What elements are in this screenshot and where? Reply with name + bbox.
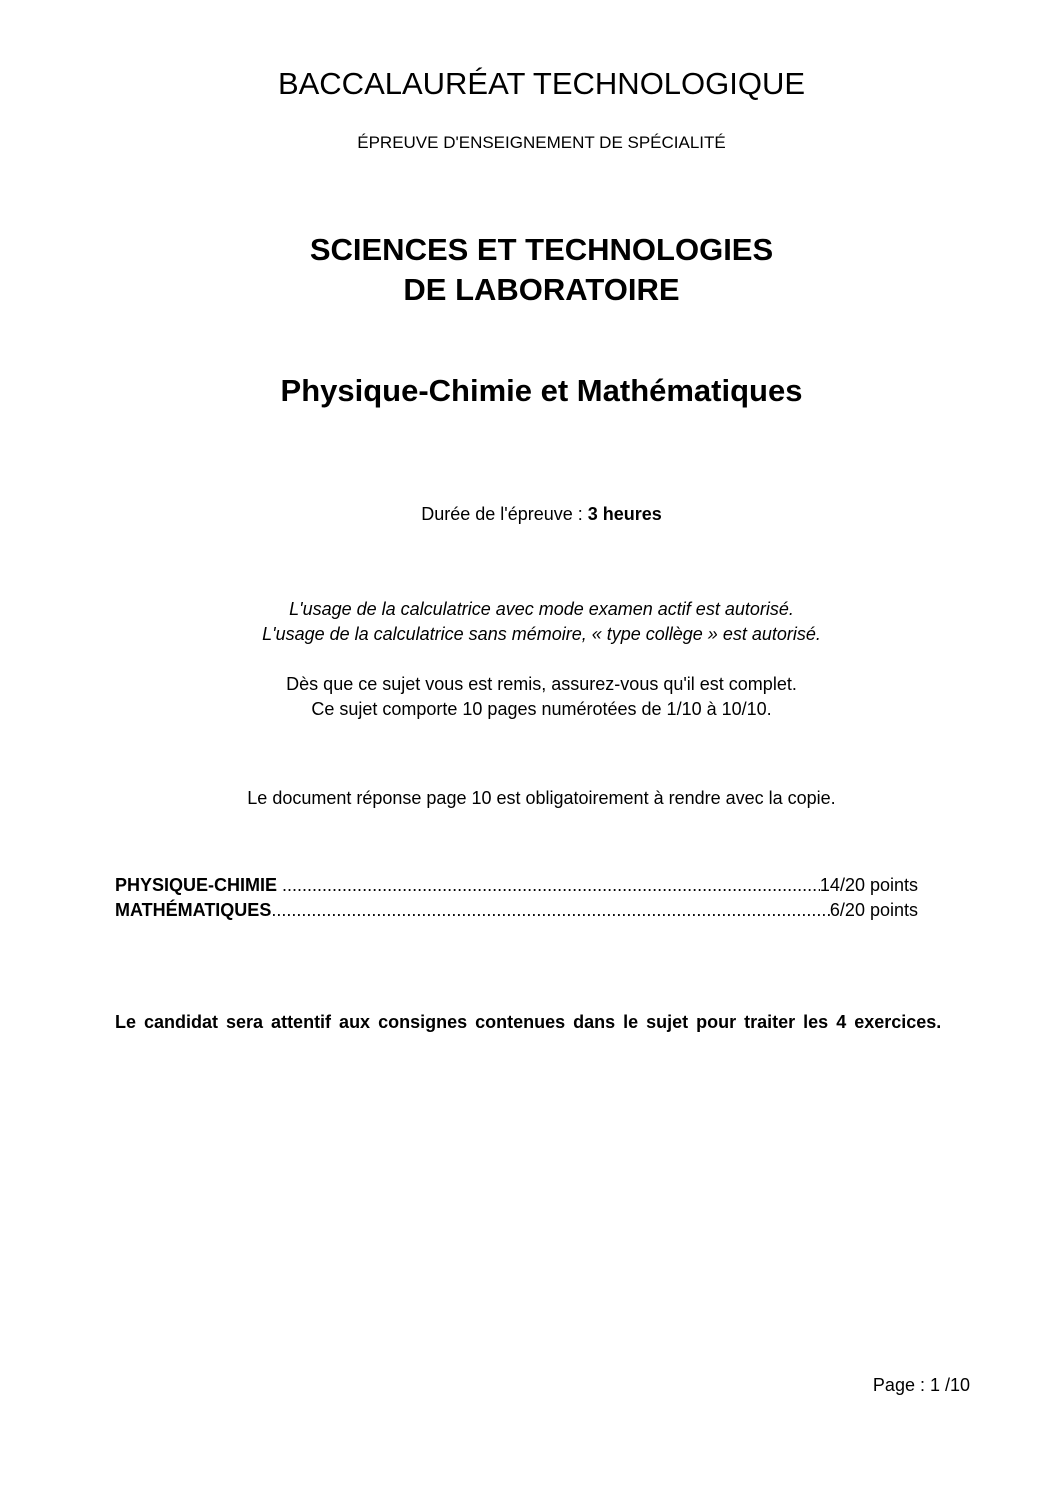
check-line: Dès que ce sujet vous est remis, assurez-vous qu'il est complet. — [286, 674, 797, 694]
points-subject: MATHÉMATIQUES — [115, 900, 272, 920]
points-row — [115, 873, 918, 898]
calculator-rule: L'usage de la calculatrice sans mémoire, « type collège » est autorisé. — [262, 624, 821, 644]
points-row — [115, 898, 918, 923]
series-title — [0, 230, 1058, 310]
calculator-rule: L'usage de la calculatrice avec mode examen actif est autorisé. — [289, 599, 794, 619]
duration-label: Durée de l'épreuve : — [421, 504, 588, 524]
points-subject: PHYSIQUE-CHIMIE — [115, 875, 278, 895]
check-line: Ce sujet comporte 10 pages numérotées de 1/10 à 10/10. — [311, 699, 772, 719]
points-table — [115, 873, 918, 923]
exam-title: BACCALAURÉAT TECHNOLOGIQUE — [277, 66, 806, 101]
duration — [0, 502, 1058, 527]
series-line-1: SCIENCES ET TECHNOLOGIES — [309, 232, 774, 267]
series-line-2: DE LABORATOIRE — [403, 272, 680, 307]
duration-value: 3 heures — [587, 504, 662, 524]
points-value: 6/20 points — [829, 900, 918, 920]
calculator-rules — [0, 597, 1058, 647]
subject-title: Physique-Chimie et Mathématiques — [280, 373, 803, 408]
candidate-instruction: Le candidat sera attentif aux consignes contenues dans le sujet pour traiter les 4 exercices. — [115, 1012, 942, 1032]
page-number: Page : 1 /10 — [872, 1375, 970, 1395]
exam-subtitle: ÉPREUVE D'ENSEIGNEMENT DE SPÉCIALITÉ — [357, 133, 726, 152]
points-value: 14/20 points — [819, 875, 918, 895]
completeness-check — [0, 672, 1058, 722]
answer-document-note: Le document réponse page 10 est obligatoirement à rendre avec la copie. — [247, 788, 836, 808]
